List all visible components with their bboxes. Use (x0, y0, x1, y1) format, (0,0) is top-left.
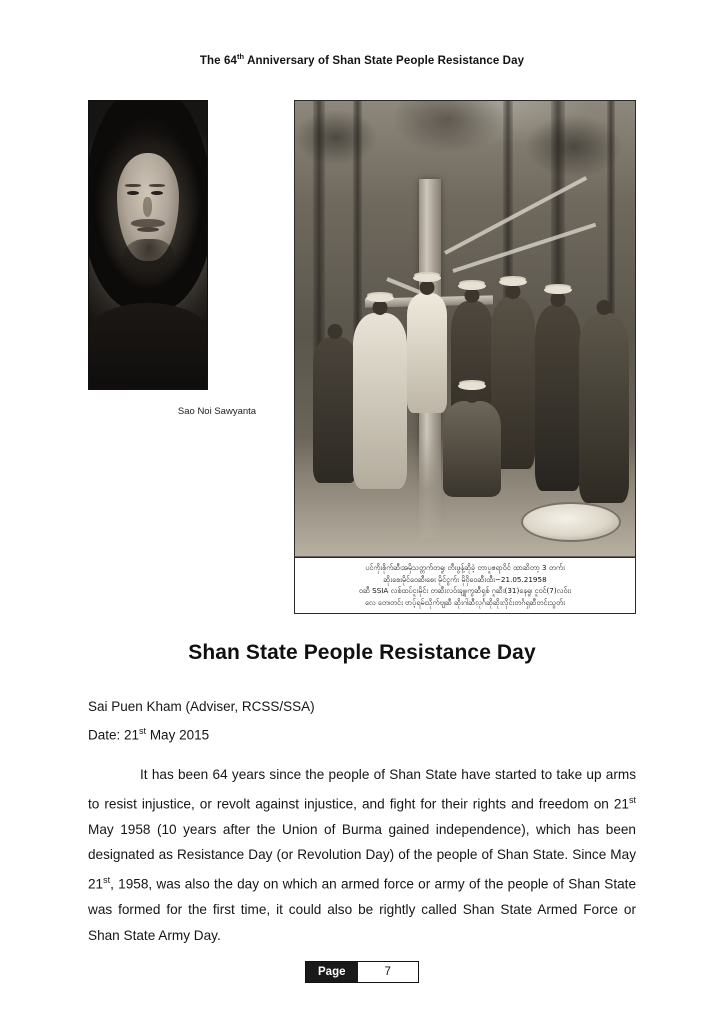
photo-caption-line-2: ဆိုးစေးမိုင်ဝေဆီ၊စေး မိုင်ငွက်း မိုဝိုဝေဆီးထီး−21.05.21958 (383, 574, 547, 584)
photo-caption (295, 557, 635, 613)
byline-author: Sai Puen Kham (Adviser, RCSS/SSA) (88, 699, 315, 714)
byline-date (88, 719, 636, 748)
body-part-3: , 1958, was also the day on which an armed force or army of the people of Shan State was formed for the first time, it could also be rightly called Shan State Armed Force or Shan State Army Day. (88, 876, 636, 943)
figure-person (353, 313, 407, 489)
byline-date-rest: May 2015 (146, 727, 210, 743)
page-number: 7 (358, 962, 419, 982)
portrait-photo-sao-noi-sawyanta (88, 100, 208, 390)
body-paragraph (88, 762, 636, 948)
page-footer (0, 961, 724, 983)
figure-person (579, 313, 629, 503)
portrait-figure (88, 100, 257, 417)
body-part-1: It has been 64 years since the people of Shan State have started to take up arms to resist injustice, or revolt against injustice, and fight for their rights and freedom on 21 (88, 767, 636, 812)
byline (88, 695, 636, 748)
body-part-2: May 1958 (10 years after the Union of Burma gained independence), which has been designated as Resistance Day (or Revolution Day) of the people of Shan State. Since May 21 (88, 821, 636, 892)
running-header-text-after: Anniversary of Shan State People Resistance Day (244, 54, 525, 67)
figure-person-kneeling (443, 401, 501, 497)
basin-object (521, 502, 621, 542)
figure-person (535, 305, 581, 491)
photo-caption-line-3: ဝဆီ SSIA လစ်ထပ်ငူးမိုင်း တဆီးလဝ်းချူ၊ကွဆီရှစ် ဂူဆီး(31)နေရူ၊ ငူဝင်(7)လဝ်းး (358, 586, 572, 595)
figure-band (88, 100, 636, 612)
running-header-ordinal: th (236, 52, 245, 61)
figure-person (407, 293, 447, 413)
page-indicator (305, 961, 419, 983)
running-header-text-before: The 64 (199, 54, 237, 67)
byline-date-ordinal: st (139, 726, 147, 736)
figure-person (313, 337, 357, 483)
photo-caption-line-1: ပင်ကိုးစိုက်ဆီ၊အမှိသတ္တက်တရူ၊ တီးဖွန့်ဆိုခဲ့ တာပူဧရာဝိင် ထာဆိတာ့ 3 တက်း (365, 563, 565, 572)
running-header (0, 52, 724, 67)
article-body (88, 762, 636, 948)
page-label: Page (306, 962, 358, 982)
portrait-caption: Sao Noi Sawyanta (177, 406, 257, 417)
body-sup-1: st (628, 794, 636, 805)
body-sup-2: st (103, 874, 111, 885)
historic-group-photo (294, 100, 636, 614)
byline-date-label: Date: 21 (88, 727, 140, 743)
page-title: Shan State People Resistance Day (188, 641, 536, 664)
photo-caption-line-4: လေ တေ၊တင်း ဗာပ့်ရမ်၊သိုက်ဗျဆီ ဆိုးဂါဆီလုင်္ဂဆိုဆိုးလိုင်းတင်္ဂရှဆီတင်းသွတ်း (365, 597, 565, 607)
photo-scene (295, 101, 635, 556)
